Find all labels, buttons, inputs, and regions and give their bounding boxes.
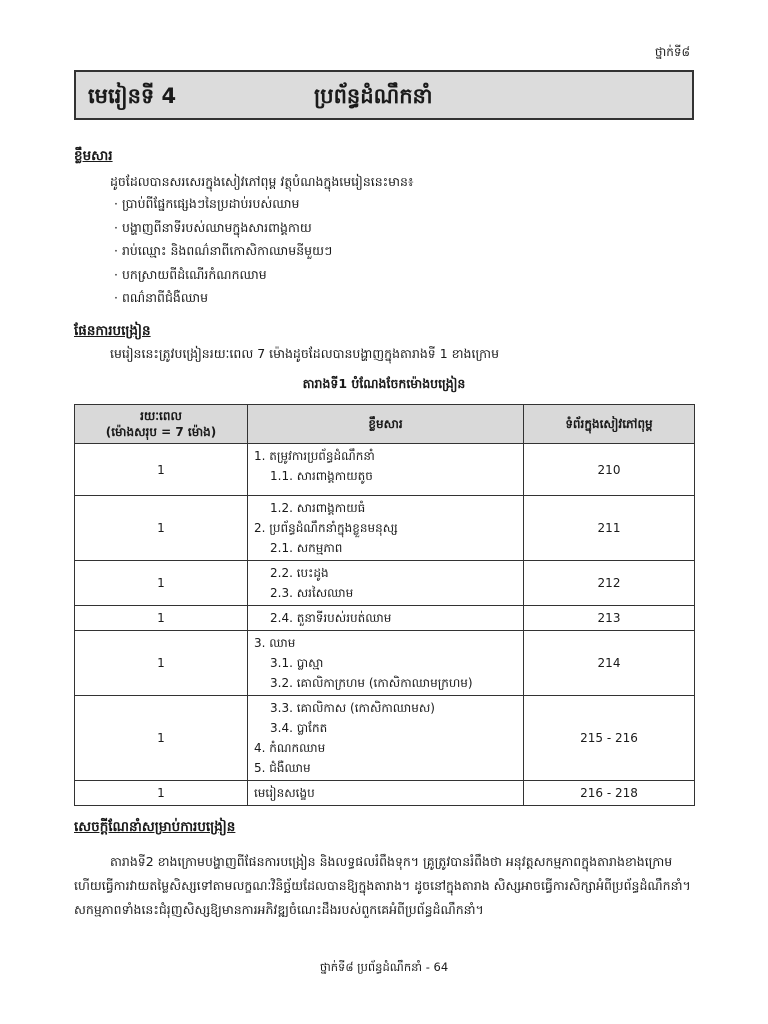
row-hours: 1 [75, 561, 248, 606]
content-line: 2. ប្រព័ន្ធដំណឹកនាំក្នុងខ្លួនមនុស្ស [254, 521, 398, 535]
header-duration [75, 405, 248, 444]
table-title: តារាងទី1 បំណែងចែកម៉ោងបង្រៀន [302, 376, 466, 391]
row-hours: 1 [75, 606, 248, 631]
header-duration-total: (ម៉ោងសរុប = 7 ម៉ោង) [105, 425, 217, 439]
row-content [248, 444, 524, 496]
guide-text-block [74, 850, 696, 922]
content-line: 4. កំណកឈាម [254, 741, 326, 755]
content-line: 1.1. សារពាង្គកាយតូច [270, 469, 373, 483]
table-header-row [75, 405, 695, 444]
row-pages: 213 [524, 606, 695, 631]
table-row [75, 496, 695, 561]
objective-item: · ពណ៌នាពីជំងឺឈាម [114, 290, 209, 305]
row-pages: 212 [524, 561, 695, 606]
plan-text: មេរៀននេះត្រូវបង្រៀនរយៈពេល 7 ម៉ោងដូចដែលបានបង្ហាញក្នុងតារាងទី 1 ខាងក្រោម [110, 346, 500, 361]
content-line: 2.1. សកម្មភាព [270, 541, 343, 555]
table-row [75, 781, 695, 806]
lesson-title: ប្រព័ន្ធដំណឹកនាំ [314, 84, 433, 108]
row-content [248, 696, 524, 781]
content-line: 3.2. គោលិកាក្រហម (កោសិកាឈាមក្រហម) [270, 676, 473, 690]
guide-paragraph: តារាងទី2 ខាងក្រោមបង្ហាញពីផែនការបង្រៀន និងលទ្ធផលរំពឹងទុក។ គ្រូត្រូវបានរំពឹងថា អនុវត្តសកម្មភាពក្នុងតារាងខាងក្រោម ហើយធ្វើការវាយតម្លៃសិស្សទៅតាមលក្ខណៈវិនិច្ឆ័យដែលបានឱ្យក្នុងតារាង។ ដូចនៅក្នុងតារាង សិស្សអាចធ្វើការសិក្សាអំពីប្រព័ន្ធដំណឹកនាំ។ សកម្មភាពទាំងនេះជំរុញសិស្សឱ្យមានការអភិវឌ្ឍចំណេះដឹងរបស់ពួកគេអំពីប្រព័ន្ធដំណឹកនាំ។ [74, 854, 691, 917]
summary-heading: ខ្លឹមសារ [74, 148, 113, 164]
content-line: 3. ឈាម [254, 636, 296, 650]
content-line: 3.4. ប្លាកែត [270, 721, 328, 735]
content-line: 1.2. សារពាង្គកាយធំ [270, 501, 366, 515]
objective-item: · បកស្រាយពីដំណើរកំណកឈាម [114, 266, 267, 282]
header-pages: ទំព័រក្នុងសៀវភៅពុម្ព [524, 405, 695, 444]
objective-item: · រាប់ឈ្មោះ និងពណ៌នាពីកោសិកាឈាមនីមួយៗ [114, 243, 333, 258]
table-body [75, 444, 695, 806]
guide-heading: សេចក្ដីណែនាំសម្រាប់ការបង្រៀន [74, 819, 236, 835]
row-content [248, 781, 524, 806]
row-content [248, 631, 524, 696]
content-line: 2.2. បេះដូង [270, 566, 329, 580]
lesson-title-band [74, 70, 694, 120]
row-hours: 1 [75, 696, 248, 781]
row-content [248, 561, 524, 606]
row-hours: 1 [75, 781, 248, 806]
row-pages: 214 [524, 631, 695, 696]
row-pages: 215 - 216 [524, 696, 695, 781]
header-duration-label: រយៈពេល [140, 409, 182, 423]
content-line: 3.1. ប្លាស្មា [270, 656, 324, 670]
plan-heading: ផែនការបង្រៀន [74, 323, 151, 339]
objective-item: · បង្ហាញពីនាទីរបស់ឈាមក្នុងសារពាង្គកាយ [114, 219, 312, 235]
page-header-grade: ថ្នាក់ទី៨ [654, 45, 690, 59]
page-footer: ថ្នាក់ទី៨ ប្រព័ន្ធដំណឹកនាំ - 64 [319, 960, 449, 974]
row-hours: 1 [75, 444, 248, 496]
objectives-list [114, 196, 332, 314]
content-line: 3.3. គោលិកាស (កោសិកាឈាមស) [270, 701, 435, 715]
lesson-number: មេរៀនទី 4 [88, 84, 177, 108]
row-pages: 210 [524, 444, 695, 496]
row-pages: 211 [524, 496, 695, 561]
row-hours: 1 [75, 496, 248, 561]
table-row [75, 631, 695, 696]
table-row [75, 696, 695, 781]
table-row [75, 444, 695, 496]
content-line: 1. តម្រូវការប្រព័ន្ធដំណឹកនាំ [254, 449, 375, 463]
content-line: 2.4. តួនាទីរបស់របត់ឈាម [270, 611, 392, 625]
row-hours: 1 [75, 631, 248, 696]
table-row [75, 606, 695, 631]
summary-intro: ដូចដែលបានសរសេរក្នុងសៀវភៅពុម្ព វត្ថុបំណងក្នុងមេរៀននេះមាន៖ [110, 174, 414, 189]
row-content [248, 496, 524, 561]
row-pages: 216 - 218 [524, 781, 695, 806]
row-content [248, 606, 524, 631]
header-content: ខ្លឹមសារ [248, 405, 524, 444]
content-line: 2.3. សរសៃឈាម [270, 586, 354, 600]
content-line: មេរៀនសង្ខេប [254, 786, 315, 800]
schedule-table [74, 404, 695, 806]
objective-item: · ប្រាប់ពីផ្នែកផ្សេងៗនៃប្រដាប់របស់ឈាម [114, 196, 300, 211]
content-line: 5. ជំងឺឈាម [254, 761, 311, 775]
table-row [75, 561, 695, 606]
